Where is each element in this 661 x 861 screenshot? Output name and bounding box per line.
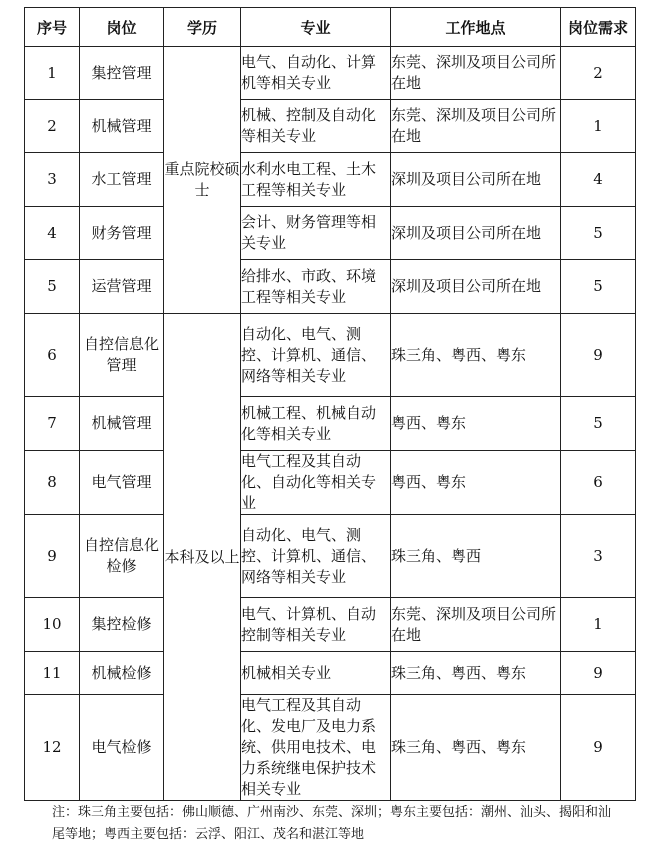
row-major: 给排水、市政、环境工程等相关专业 [241,260,391,314]
row-post: 水工管理 [80,153,164,207]
row-count: 2 [561,47,636,100]
row-major: 自动化、电气、测控、计算机、通信、网络等相关专业 [241,515,391,598]
row-major: 机械、控制及自动化等相关专业 [241,100,391,153]
row-major: 电气、自动化、计算机等相关专业 [241,47,391,100]
row-post: 机械检修 [80,652,164,695]
row-count: 9 [561,652,636,695]
row-post: 自控信息化检修 [80,515,164,598]
table-row [25,100,636,153]
header-edu: 学历 [164,8,241,47]
table-row [25,153,636,207]
header-major: 专业 [241,8,391,47]
row-count: 3 [561,515,636,598]
row-major: 自动化、电气、测控、计算机、通信、网络等相关专业 [241,314,391,397]
row-count: 1 [561,598,636,652]
row-count: 9 [561,314,636,397]
row-num: 7 [25,397,80,451]
row-location: 珠三角、粤西、粤东 [391,314,561,397]
row-count: 9 [561,695,636,801]
row-location: 深圳及项目公司所在地 [391,207,561,260]
row-location: 东莞、深圳及项目公司所在地 [391,47,561,100]
header-row [25,8,636,47]
table-row [25,695,636,801]
row-count: 6 [561,451,636,515]
row-count: 1 [561,100,636,153]
row-location: 深圳及项目公司所在地 [391,153,561,207]
row-post: 电气管理 [80,451,164,515]
header-post: 岗位 [80,8,164,47]
row-major: 电气工程及其自动化、自动化等相关专业 [241,451,391,515]
row-num: 8 [25,451,80,515]
job-table [24,7,636,801]
table-row [25,314,636,397]
table-row [25,515,636,598]
row-major: 水利水电工程、土木工程等相关专业 [241,153,391,207]
row-location: 珠三角、粤西、粤东 [391,652,561,695]
row-major: 机械工程、机械自动化等相关专业 [241,397,391,451]
table-row [25,652,636,695]
row-count: 5 [561,207,636,260]
edu-group-bachelor: 本科及以上 [164,314,241,801]
row-location: 粤西、粤东 [391,397,561,451]
row-location: 东莞、深圳及项目公司所在地 [391,598,561,652]
row-major: 会计、财务管理等相关专业 [241,207,391,260]
row-post: 集控检修 [80,598,164,652]
row-num: 1 [25,47,80,100]
edu-group-master: 重点院校硕士 [164,47,241,314]
row-num: 2 [25,100,80,153]
row-location: 深圳及项目公司所在地 [391,260,561,314]
row-count: 4 [561,153,636,207]
row-num: 5 [25,260,80,314]
row-num: 9 [25,515,80,598]
row-post: 财务管理 [80,207,164,260]
row-post: 运营管理 [80,260,164,314]
row-num: 11 [25,652,80,695]
row-post: 集控管理 [80,47,164,100]
row-post: 机械管理 [80,100,164,153]
header-num: 序号 [25,8,80,47]
row-num: 4 [25,207,80,260]
row-major: 电气工程及其自动化、发电厂及电力系统、供用电技术、电力系统继电保护技术相关专业 [241,695,391,801]
row-location: 粤西、粤东 [391,451,561,515]
row-major: 电气、计算机、自动控制等相关专业 [241,598,391,652]
row-count: 5 [561,397,636,451]
row-major: 机械相关专业 [241,652,391,695]
row-post: 电气检修 [80,695,164,801]
table-row [25,47,636,100]
row-post: 自控信息化管理 [80,314,164,397]
table-row [25,451,636,515]
table-row [25,598,636,652]
row-post: 机械管理 [80,397,164,451]
row-location: 珠三角、粤西 [391,515,561,598]
footnote: 注：珠三角主要包括：佛山顺德、广州南沙、东莞、深圳；粤东主要包括：潮州、汕头、揭阳和汕尾等地；粤西主要包括：云浮、阳江、茂名和湛江等地 [52,805,612,842]
row-location: 东莞、深圳及项目公司所在地 [391,100,561,153]
row-num: 12 [25,695,80,801]
table-row [25,397,636,451]
row-num: 6 [25,314,80,397]
row-count: 5 [561,260,636,314]
table-row [25,260,636,314]
row-num: 10 [25,598,80,652]
row-location: 珠三角、粤西、粤东 [391,695,561,801]
header-loc: 工作地点 [391,8,561,47]
header-count: 岗位需求 [561,8,636,47]
row-num: 3 [25,153,80,207]
table-row [25,207,636,260]
